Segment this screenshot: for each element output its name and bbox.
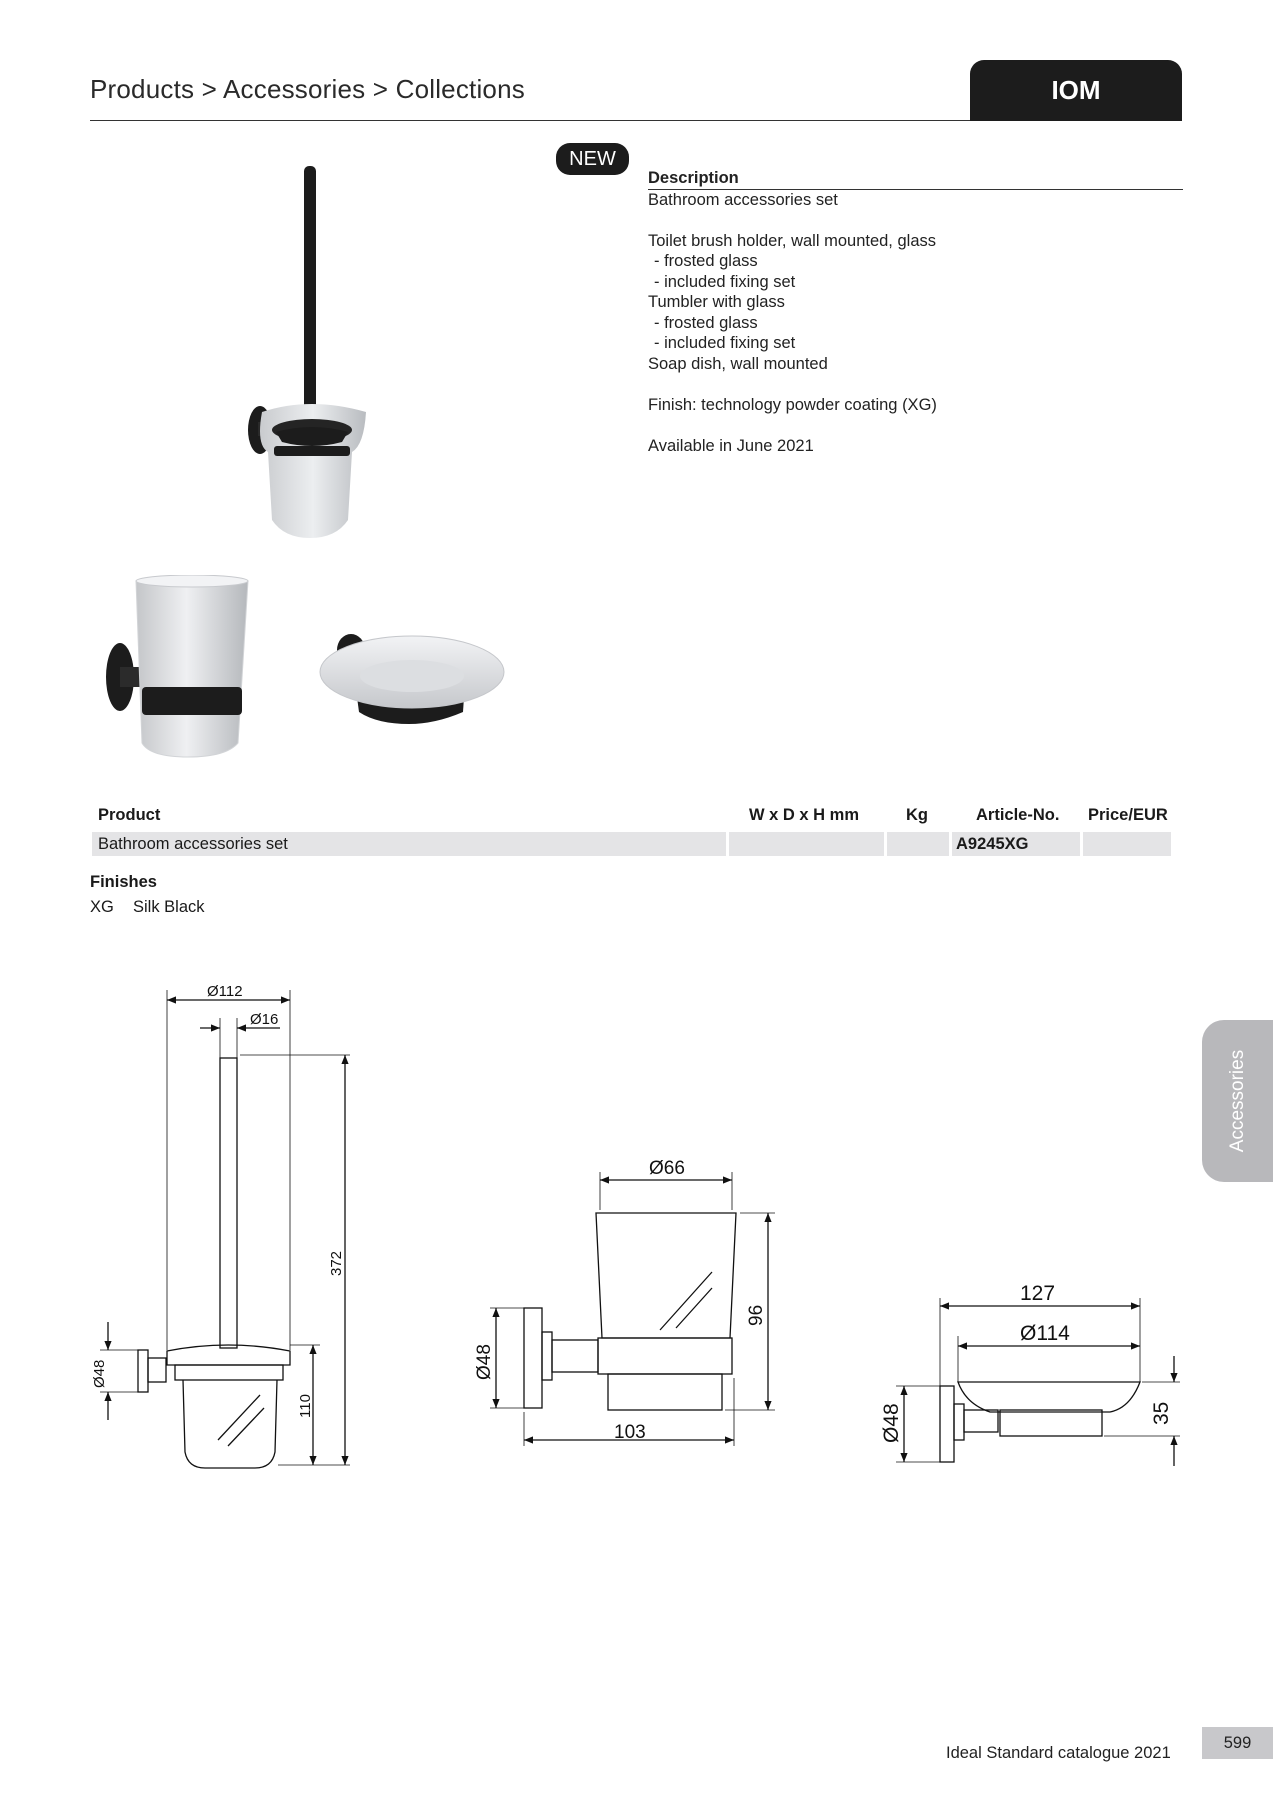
dim-label: Ø66	[649, 1158, 685, 1179]
description-block	[648, 168, 1183, 456]
finishes-title: Finishes	[90, 873, 157, 891]
cell-weight	[887, 832, 949, 856]
description-line: - included fixing set	[654, 272, 796, 291]
column-header-weight: Kg	[906, 806, 928, 824]
section-tab-accessories[interactable]	[1202, 1020, 1273, 1182]
dim-label: 127	[1020, 1282, 1056, 1305]
dim-label: Ø48	[91, 1359, 108, 1388]
column-header-article: Article-No.	[976, 806, 1060, 824]
dim-label: Ø16	[250, 1011, 279, 1028]
cell-product: Bathroom accessories set	[92, 832, 726, 856]
dim-label: 372	[328, 1250, 345, 1276]
dim-label: 96	[746, 1304, 767, 1326]
finish-code: XG	[90, 898, 114, 916]
description-line: - frosted glass	[654, 252, 758, 270]
tumbler-photo	[98, 575, 258, 765]
cell-dimensions	[729, 832, 884, 856]
description-line: - frosted glass	[654, 313, 758, 332]
description-spacer	[648, 374, 1183, 395]
description-line: Bathroom accessories set	[648, 190, 838, 209]
cell-article-number: A9245XG	[952, 832, 1080, 856]
cell-price	[1083, 832, 1171, 856]
column-header-price: Price/EUR	[1088, 806, 1168, 824]
section-tab-label: Accessories	[1226, 1049, 1248, 1153]
column-header-product: Product	[98, 806, 161, 824]
column-header-dimensions: W x D x H mm	[749, 806, 860, 824]
table-row	[92, 832, 1182, 856]
description-line: Tumbler with glass	[648, 293, 785, 311]
soap-dish-photo	[315, 620, 505, 730]
dim-label: 110	[297, 1394, 314, 1418]
toilet-brush-holder-photo	[240, 160, 380, 540]
description-spacer	[648, 210, 1183, 231]
dim-label: 35	[1150, 1401, 1173, 1425]
dim-label: Ø114	[1020, 1322, 1070, 1345]
technical-drawings	[0, 970, 1273, 1490]
dim-label: Ø48	[880, 1403, 903, 1443]
collection-tab: IOM	[970, 60, 1182, 121]
tumbler-drawing	[490, 1172, 775, 1446]
description-line: Soap dish, wall mounted	[648, 354, 828, 373]
description-line: Toilet brush holder, wall mounted, glass	[648, 231, 936, 250]
dim-label: Ø112	[207, 983, 243, 1000]
new-badge: NEW	[556, 143, 629, 175]
description-line: Finish: technology powder coating (XG)	[648, 395, 937, 414]
description-line: Available in June 2021	[648, 436, 814, 455]
breadcrumb[interactable]: Products > Accessories > Collections	[90, 74, 525, 104]
dim-label: 103	[614, 1422, 646, 1443]
page-number: 599	[1202, 1727, 1273, 1759]
dim-label: Ø48	[474, 1344, 495, 1380]
description-spacer	[648, 415, 1183, 436]
finish-name: Silk Black	[133, 898, 205, 916]
footer-catalogue: Ideal Standard catalogue 2021	[946, 1744, 1171, 1762]
description-heading: Description	[648, 168, 1183, 190]
description-line: - included fixing set	[654, 334, 796, 352]
